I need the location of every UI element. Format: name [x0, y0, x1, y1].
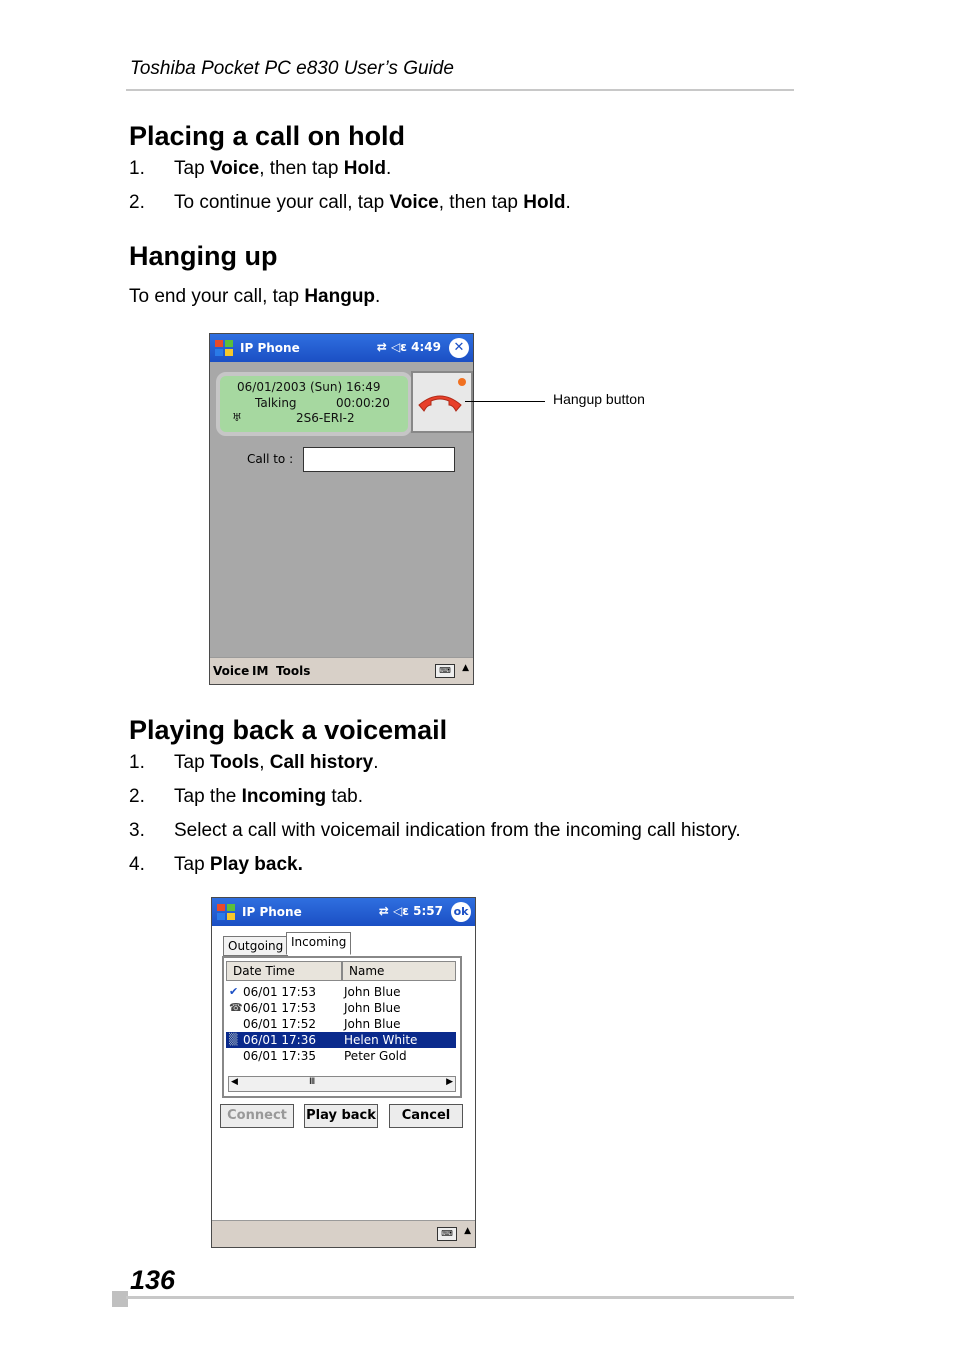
call-to-label: Call to :: [247, 452, 294, 466]
phone-icon: ☎: [229, 1001, 243, 1014]
table-row[interactable]: [226, 984, 456, 1000]
input-panel-arrow-icon[interactable]: ▲: [464, 1226, 471, 1236]
step-text: To continue your call, tap Voice, then tap Hold.: [174, 192, 571, 213]
row-name: John Blue: [344, 1001, 401, 1015]
menu-bar: [212, 1220, 475, 1247]
step-text: Tap the Incoming tab.: [174, 786, 364, 807]
app-title: IP Phone: [240, 341, 300, 355]
keyboard-icon[interactable]: ⌨: [437, 1227, 457, 1241]
row-datetime: 06/01 17:53: [243, 1001, 316, 1015]
table-row-selected[interactable]: [226, 1032, 456, 1048]
step-text: Tap Play back.: [174, 854, 303, 875]
menu-bar: [210, 657, 473, 684]
footer-rule: [126, 1296, 794, 1299]
play-back-button[interactable]: Play back: [304, 1104, 378, 1128]
callout-line: [465, 401, 545, 402]
step-number: 2.: [129, 786, 145, 807]
hangup-paragraph: To end your call, tap Hangup.: [129, 286, 381, 307]
step-number: 4.: [129, 854, 145, 875]
status-area: [377, 340, 441, 354]
clock[interactable]: 4:49: [411, 340, 441, 354]
scroll-left-icon[interactable]: ◀: [231, 1077, 238, 1087]
speaker-icon[interactable]: ◁ε: [393, 904, 409, 918]
step-text: Tap Voice, then tap Hold.: [174, 158, 392, 179]
row-datetime: 06/01 17:52: [243, 1017, 316, 1031]
missed-icon: ▒: [229, 1033, 238, 1046]
voicemail-icon: ✔: [229, 985, 239, 998]
call-date: 06/01/2003 (Sun) 16:49: [237, 380, 381, 394]
step-number: 1.: [129, 752, 145, 773]
step-number: 1.: [129, 158, 145, 179]
row-name: John Blue: [344, 985, 401, 999]
antenna-icon: ♅: [232, 411, 242, 424]
input-panel-arrow-icon[interactable]: ▲: [462, 663, 469, 673]
running-header: Toshiba Pocket PC e830 User’s Guide: [130, 58, 454, 79]
column-header-name[interactable]: Name: [342, 961, 456, 981]
table-row[interactable]: [226, 1048, 456, 1064]
header-rule: [126, 89, 794, 91]
clock[interactable]: 5:57: [413, 904, 443, 918]
call-duration: 00:00:20: [336, 396, 390, 410]
row-name: Helen White: [344, 1033, 418, 1047]
call-status-display: [216, 372, 412, 436]
section-title-voicemail: Playing back a voicemail: [129, 715, 448, 745]
menu-voice[interactable]: Voice: [213, 664, 250, 678]
menu-tools[interactable]: Tools: [276, 664, 311, 678]
speaker-icon[interactable]: ◁ε: [391, 340, 407, 354]
call-history-screen: [211, 897, 476, 1248]
column-header-datetime[interactable]: Date Time: [226, 961, 342, 981]
connect-button[interactable]: Connect: [220, 1104, 294, 1128]
call-state: Talking: [255, 396, 297, 410]
handset-icon: [411, 371, 469, 429]
page-number: 136: [130, 1265, 176, 1295]
step-number: 3.: [129, 820, 145, 841]
scroll-right-icon[interactable]: ▶: [446, 1077, 453, 1087]
status-area: [379, 904, 443, 918]
windows-start-icon[interactable]: [212, 336, 236, 360]
section-title-hold: Placing a call on hold: [129, 121, 406, 151]
ip-phone-call-screen: [209, 333, 474, 685]
step-text: Select a call with voicemail indication from the incoming call history.: [174, 820, 741, 841]
row-name: Peter Gold: [344, 1049, 407, 1063]
tab-outgoing[interactable]: Outgoing: [223, 936, 288, 956]
close-button[interactable]: ✕: [449, 338, 469, 358]
scroll-thumb[interactable]: Ⅲ: [309, 1077, 316, 1087]
table-row[interactable]: [226, 1016, 456, 1032]
row-name: John Blue: [344, 1017, 401, 1031]
line-id: 2S6-ERI-2: [296, 411, 355, 425]
keyboard-icon[interactable]: ⌨: [435, 664, 455, 678]
step-number: 2.: [129, 192, 145, 213]
hangup-callout-label: Hangup button: [553, 391, 645, 407]
section-title-hangup: Hanging up: [129, 241, 278, 271]
title-bar: [212, 898, 475, 926]
row-datetime: 06/01 17:35: [243, 1049, 316, 1063]
footer-marker: [112, 1291, 128, 1307]
table-row[interactable]: [226, 1000, 456, 1016]
row-datetime: 06/01 17:53: [243, 985, 316, 999]
call-history-list[interactable]: [222, 956, 462, 1098]
tab-incoming[interactable]: Incoming: [286, 932, 351, 955]
call-to-input[interactable]: [303, 447, 455, 472]
menu-im[interactable]: IM: [252, 664, 269, 678]
row-datetime: 06/01 17:36: [243, 1033, 316, 1047]
title-bar: [210, 334, 473, 362]
connectivity-icon[interactable]: ⇄: [376, 340, 387, 354]
windows-start-icon[interactable]: [214, 900, 238, 924]
horizontal-scrollbar[interactable]: [228, 1076, 456, 1092]
connectivity-icon[interactable]: ⇄: [378, 904, 389, 918]
cancel-button[interactable]: Cancel: [389, 1104, 463, 1128]
ok-button[interactable]: ok: [451, 902, 471, 922]
hangup-button[interactable]: [411, 371, 473, 433]
step-text: Tap Tools, Call history.: [174, 752, 379, 773]
app-title: IP Phone: [242, 905, 302, 919]
